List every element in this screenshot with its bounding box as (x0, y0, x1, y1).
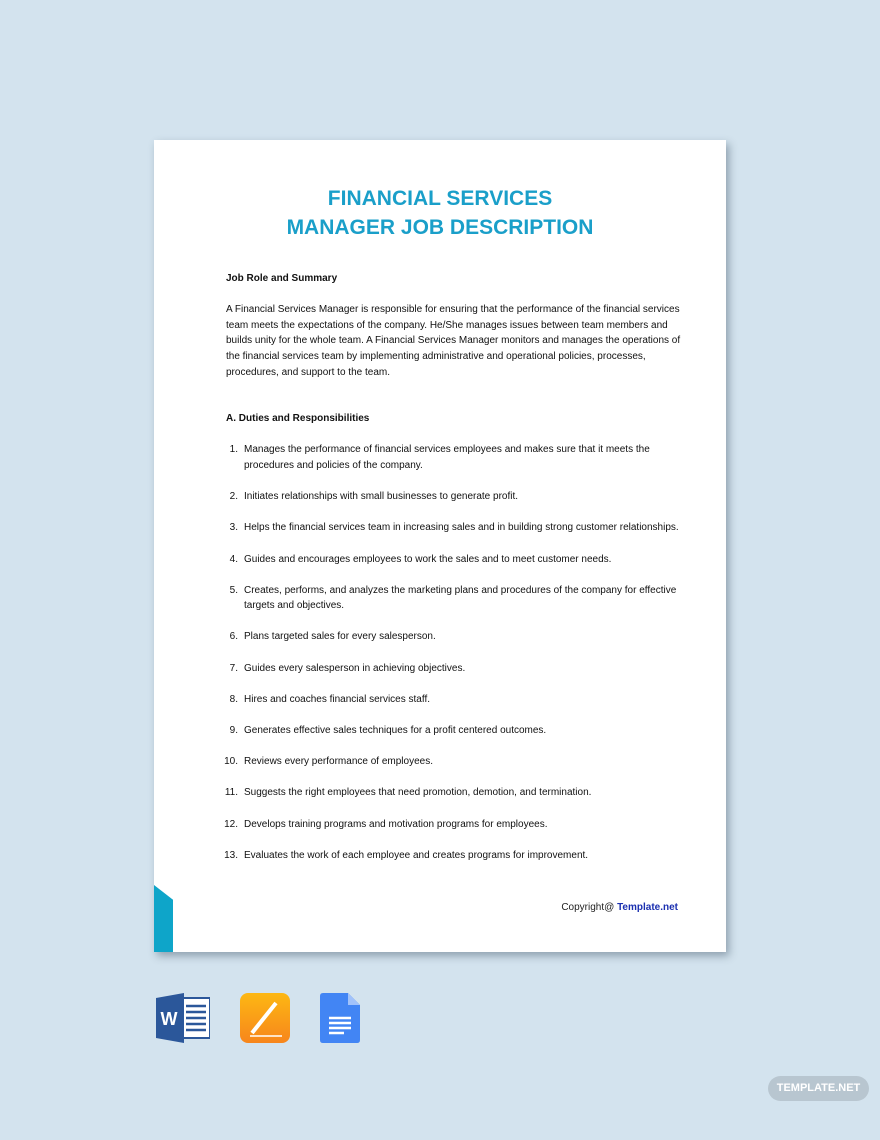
copyright-link[interactable]: Template.net (617, 902, 678, 913)
duty-number: 1. (229, 444, 238, 456)
document-body (226, 271, 686, 879)
duty-number: 7. (229, 662, 238, 674)
duty-item (226, 489, 686, 505)
duty-text: Evaluates the work of each employee and creates programs for improvement. (244, 849, 589, 861)
duties-list (226, 442, 686, 863)
duty-item (226, 754, 686, 770)
duty-text: Guides and encourages employees to work the sales and to meet customer needs. (244, 553, 612, 565)
document-title (154, 184, 726, 242)
summary-text: A Financial Services Manager is responsible for ensuring that the performance of the financial services team meets the expectations of the company. He/She manages issues between team members and builds unity for the whole team. A Financial Services Manager monitors and manages the operations of the financial services team by implementing administrative and operational policies, processes, procedures, and support to the team. (226, 304, 681, 378)
summary-heading: Job Role and Summary (226, 273, 338, 284)
duty-text: Suggests the right employees that need promotion, demotion, and termination. (244, 787, 592, 799)
duty-item (226, 848, 686, 864)
duty-text: Creates, performs, and analyzes the marketing plans and procedures of the company for effective targets and objectives. (244, 584, 677, 612)
corner-accent (154, 885, 173, 952)
duty-text: Guides every salesperson in achieving objectives. (244, 662, 466, 674)
svg-text:W: W (160, 1009, 178, 1029)
duty-item (226, 442, 686, 473)
duty-number: 4. (229, 553, 238, 565)
duty-text: Develops training programs and motivation programs for employees. (244, 818, 548, 830)
template-net-watermark: TEMPLATE.NET (768, 1076, 869, 1101)
duty-text: Reviews every performance of employees. (244, 756, 433, 768)
duty-item (226, 692, 686, 708)
title-line-2: MANAGER JOB DESCRIPTION (286, 216, 594, 239)
title-line-1: FINANCIAL SERVICES (327, 187, 553, 210)
document-page (154, 140, 726, 952)
duty-text: Helps the financial services team in increasing sales and in building strong customer relationships. (244, 522, 679, 534)
duty-item (226, 661, 686, 677)
duty-text: Hires and coaches financial services staff. (244, 693, 431, 705)
copyright (561, 902, 678, 913)
duty-item (226, 552, 686, 568)
duty-number: 13. (224, 849, 238, 861)
duty-number: 12. (224, 818, 238, 830)
duty-number: 3. (229, 522, 238, 534)
copyright-prefix: Copyright@ (561, 902, 618, 913)
duty-item (226, 629, 686, 645)
duty-text: Generates effective sales techniques for a profit centered outcomes. (244, 725, 547, 737)
format-icons (156, 993, 360, 1043)
duties-heading: A. Duties and Responsibilities (226, 413, 370, 425)
duty-number: 9. (229, 725, 238, 737)
duty-number: 5. (229, 584, 238, 596)
word-icon[interactable] (156, 993, 210, 1043)
duty-item (226, 520, 686, 536)
duty-text: Manages the performance of financial services employees and makes sure that it meets the procedures and policies of the company. (244, 444, 650, 471)
duty-number: 2. (229, 491, 238, 503)
duty-number: 8. (229, 693, 238, 705)
duty-item (226, 723, 686, 739)
duty-text: Plans targeted sales for every salesperson. (244, 631, 436, 643)
duty-item (226, 785, 686, 801)
google-docs-icon[interactable] (320, 993, 360, 1043)
duty-item (226, 583, 686, 614)
duty-item (226, 817, 686, 833)
duty-number: 10. (224, 756, 238, 768)
duty-number: 6. (229, 631, 238, 643)
pages-icon[interactable] (240, 993, 290, 1043)
duty-number: 11. (224, 787, 238, 799)
duty-text: Initiates relationships with small businesses to generate profit. (244, 491, 519, 503)
